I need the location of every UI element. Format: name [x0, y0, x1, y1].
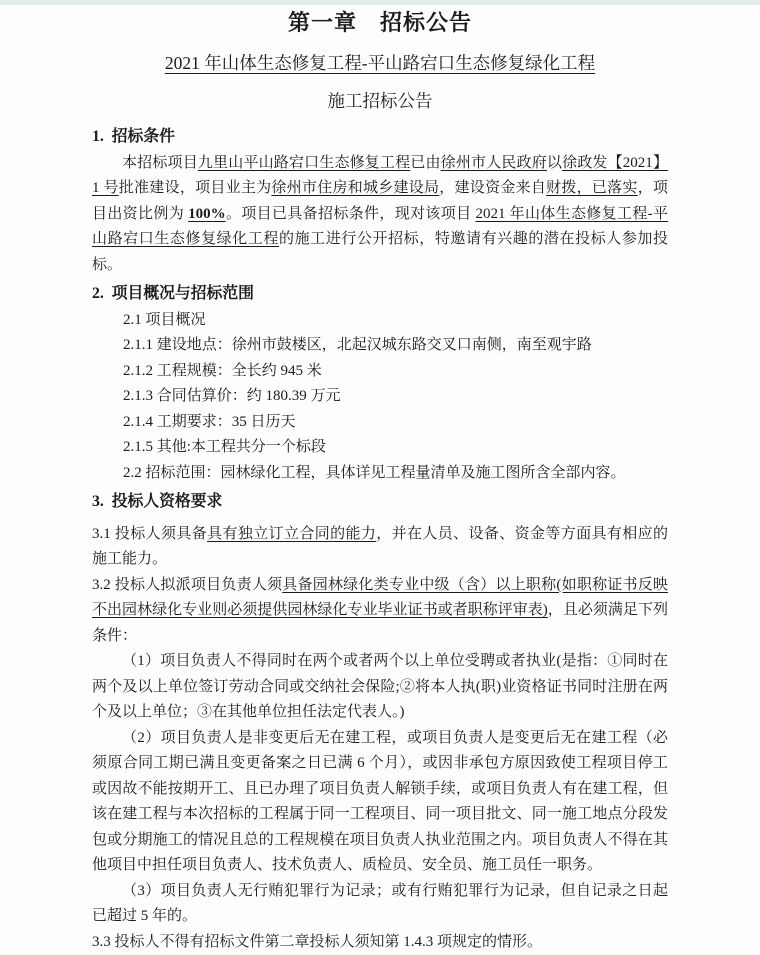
text-run: 。项目已具备招标条件，现对该项目	[226, 206, 476, 222]
text-run: ，建设资金来自	[439, 180, 546, 196]
text-run: ，且必须满足下列条件：	[92, 602, 668, 644]
text-run: 2.1.2 工程规模：全长约 945 米	[123, 363, 322, 379]
item-2-1-3	[123, 384, 668, 410]
text-run: 具备园林绿化类专业中级（含）以上职称(如职称证书反映不出园林绿化专业则必须提供园林绿化专业毕业证书或者职称评审表)	[92, 577, 668, 619]
text-run: 以	[547, 155, 562, 171]
subclause-3	[92, 879, 668, 930]
subclause-1	[92, 649, 668, 726]
text-run: ，并在人员、设备、资金等方面具有相应的施工能力。	[92, 526, 668, 568]
document-blocks	[92, 124, 668, 955]
text-run: 2.2 招标范围：园林绿化工程，具体详见工程量清单及施工图所含全部内容。	[123, 465, 626, 481]
project-title: 2021 年山体生态修复工程-平山路宕口生态修复绿化工程	[92, 49, 668, 77]
item-2-1	[123, 308, 668, 334]
text-run: ，项目出资比例为	[92, 180, 668, 222]
text-run: 3. 投标人资格要求	[92, 493, 222, 510]
subclause-2	[92, 726, 668, 879]
section-2-heading	[92, 281, 668, 307]
text-run: 3.1 投标人须具备	[92, 526, 207, 542]
section-1-heading	[92, 124, 668, 150]
text-run: 徐州市人民政府	[441, 155, 547, 171]
item-2-2	[123, 461, 668, 487]
tender-conditions-paragraph	[92, 151, 668, 279]
text-run: 已由	[410, 155, 440, 171]
text-run: 2.1.4 工期要求：35 日历天	[123, 414, 296, 430]
text-run: 100%	[188, 206, 226, 222]
clause-3-3	[92, 930, 668, 955]
chapter-title: 第一章 招标公告	[92, 8, 668, 38]
text-run: 2.1.3 合同估算价：约 180.39 万元	[123, 388, 341, 404]
text-run: 本招标项目	[122, 155, 198, 171]
item-2-1-4	[123, 410, 668, 436]
page-top-strip	[0, 0, 760, 5]
text-run: 的施工进行公开招标，特邀请有兴趣的潜在投标人参加投标。	[92, 231, 668, 273]
text-run: 3.2 投标人拟派项目负责人须	[92, 577, 282, 593]
text-run: （3）项目负责人无行贿犯罪行为记录；或有行贿犯罪行为记录，但自记录之日起已超过 5 年的。	[92, 883, 668, 925]
section-3-heading	[92, 489, 668, 515]
text-run: （2）项目负责人是非变更后无在建工程，或项目负责人是变更后无在建工程（必须原合同工期已满且变更备案之日已满 6 个月），或因非承包方原因致使工程项目停工或因故不能按期开工、且已办理了项目负责人解锁手续，或项目负责人有在建工程，但该在建工程与本次招标的工程属于同一工程项目、同一项目批文、同一施工地点分段发包或分期施工的情况且总的工程规模在项目负责人执业范围之内。项目负责人不得在其他项目中担任项目负责人、技术负责人、质检员、安全员、施工员任一职务。	[92, 730, 668, 874]
clause-3-1	[92, 522, 668, 573]
text-run: （1）项目负责人不得同时在两个或者两个以上单位受聘或者执业(是指：①同时在两个及以上单位签订劳动合同或交纳社会保险;②将本人执(职)业资格证书同时注册在两个及以上单位；③在其他单位担任法定代表人。)	[92, 653, 668, 720]
construction-subtitle: 施工招标公告	[92, 87, 668, 115]
text-run: 2021 年山体生态修复工程-平山路宕口生态修复绿化工程	[92, 206, 668, 248]
text-run: 具有独立订立合同的能力	[207, 526, 376, 542]
text-run: 批准建设，项目业主为	[119, 180, 272, 196]
text-run: 1. 招标条件	[92, 128, 175, 145]
clause-3-2	[92, 573, 668, 650]
text-run: 2.1.1 建设地点：徐州市鼓楼区，北起汉城东路交叉口南侧，南至观宇路	[123, 337, 592, 353]
text-run: 3.3 投标人不得有招标文件第二章投标人须知第 1.4.3 项规定的情形。	[92, 934, 542, 950]
item-2-1-2	[123, 359, 668, 385]
text-run: 九里山平山路宕口生态修复工程	[198, 155, 410, 171]
text-run: 2.1.5 其他:本工程共分一个标段	[123, 439, 326, 455]
text-run: 徐州市住房和城乡建设局	[271, 180, 439, 196]
text-run: 2. 项目概况与招标范围	[92, 285, 254, 302]
text-run: 2.1 项目概况	[123, 312, 206, 328]
text-run: 财拨，已落实	[546, 180, 638, 196]
tender-document-page	[0, 8, 760, 955]
text-run: 徐政发【2021】1 号	[92, 155, 668, 197]
item-2-1-5	[123, 435, 668, 461]
item-2-1-1	[123, 333, 668, 359]
